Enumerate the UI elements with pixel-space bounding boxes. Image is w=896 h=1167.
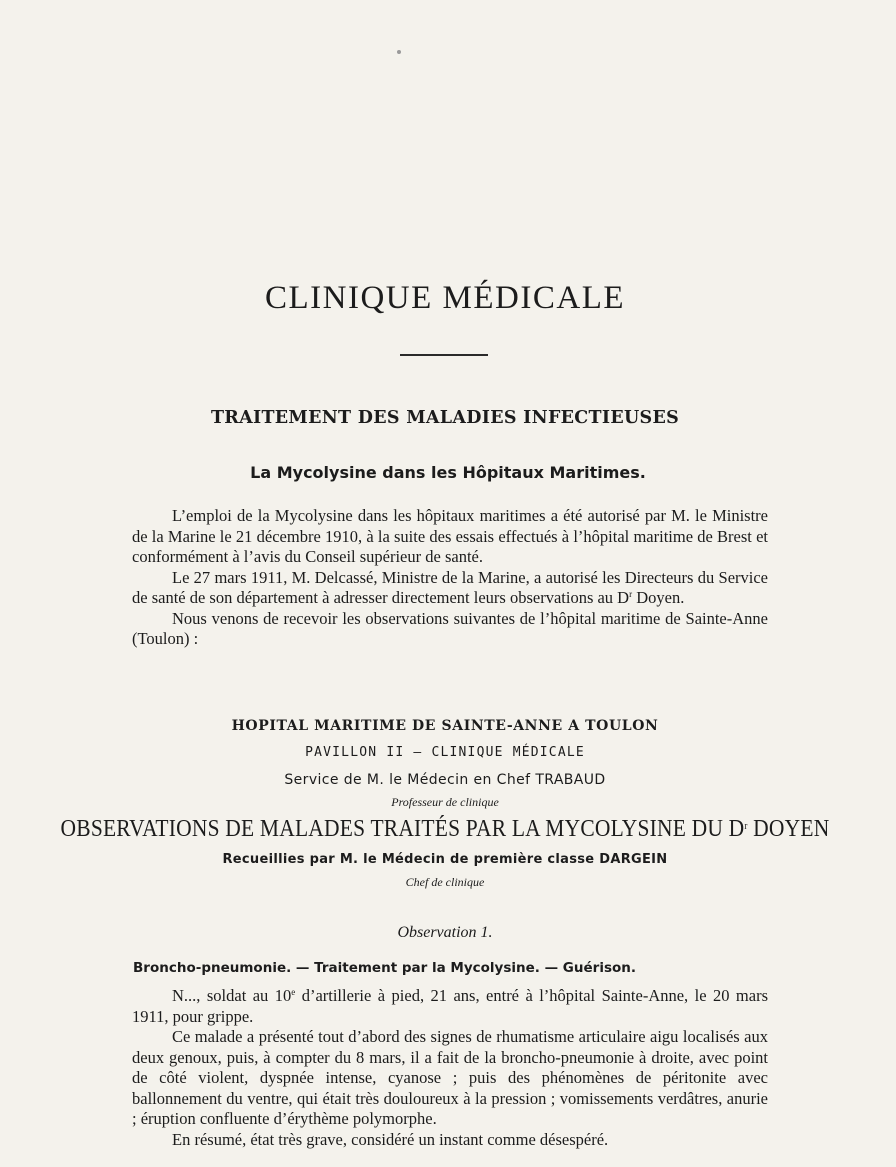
superscript: r [629,589,633,599]
intro-paragraph-2-text: Le 27 mars 1911, M. Delcassé, Ministre de la Marine, a autorisé les Directeurs du Service de santé de son département à adresser directement leurs observations au D [132,567,768,607]
intro-paragraph-1: L’emploi de la Mycolysine dans les hôpitaux maritimes a été autorisé par M. le Ministre de la Marine le 21 décembre 1910, à la suite des essais effectués à l’hôpital maritime de Brest et conformément à l’avis du Conseil supérieur de santé. [132,506,768,566]
case-paragraph-3: En résumé, état très grave, considéré un instant comme désespéré. [172,1129,609,1149]
intro-text [132,506,768,650]
collected-by: Recueillies par M. le Médecin de première classe DARGEIN [222,852,668,867]
case-paragraph-1-text: N..., soldat au 10 [172,986,292,1005]
page-title: CLINIQUE MÉDICALE [264,280,626,316]
observations-heading-text: OBSERVATIONS DE MALADES TRAITÉS PAR LA MYCOLYSINE DU D [60,814,745,842]
superscript: e [291,987,296,997]
observations-heading-end: DOYEN [747,814,830,842]
section-title: TRAITEMENT DES MALADIES INFECTIEUSES [210,408,680,428]
intro-paragraph-2 [132,568,768,609]
collected-role: Chef de clinique [405,875,485,889]
observation-label: Observation 1. [397,924,493,941]
subtitle: La Mycolysine dans les Hôpitaux Maritimes. [250,463,646,482]
case-paragraph-2: Ce malade a présenté tout d’abord des signes de rhumatisme articulaire aigu localisés aux deux genoux, puis, à compter du 8 mars, il a fait de la broncho-pneumonie à droite, avec point de côté violent, dyspnée intense, cyanose ; puis des phénomènes de péritonite avec ballonnement du ventre, qui était très douloureux à la pression ; vomissements verdâtres, anurie ; éruption confluente d’érythème polymorphe. [132,1027,768,1128]
hospital-heading: HOPITAL MARITIME DE SAINTE-ANNE A TOULON [231,718,659,734]
case-heading: Broncho-pneumonie. — Traitement par la Mycolysine. — Guérison. [133,960,636,976]
service-heading: Service de M. le Médecin en Chef TRABAUD [284,772,606,788]
title-rule [400,354,488,356]
intro-paragraph-2-end: Doyen. [632,588,685,607]
service-role: Professeur de clinique [391,795,499,809]
case-paragraph-1-end: d’artillerie à pied, 21 ans, entré à l’hôpital Sainte-Anne, le 20 mars 1911, pour grippe. [132,986,769,1026]
case-text [132,986,768,1150]
observations-heading [0,814,890,843]
superscript: r [744,819,748,832]
pavilion-heading: PAVILLON II — CLINIQUE MÉDICALE [305,745,585,760]
intro-paragraph-3: Nous venons de recevoir les observations suivantes de l’hôpital maritime de Sainte-Anne (Toulon) : [132,608,768,648]
case-paragraph-1 [132,986,768,1027]
paper-speck [397,50,401,54]
